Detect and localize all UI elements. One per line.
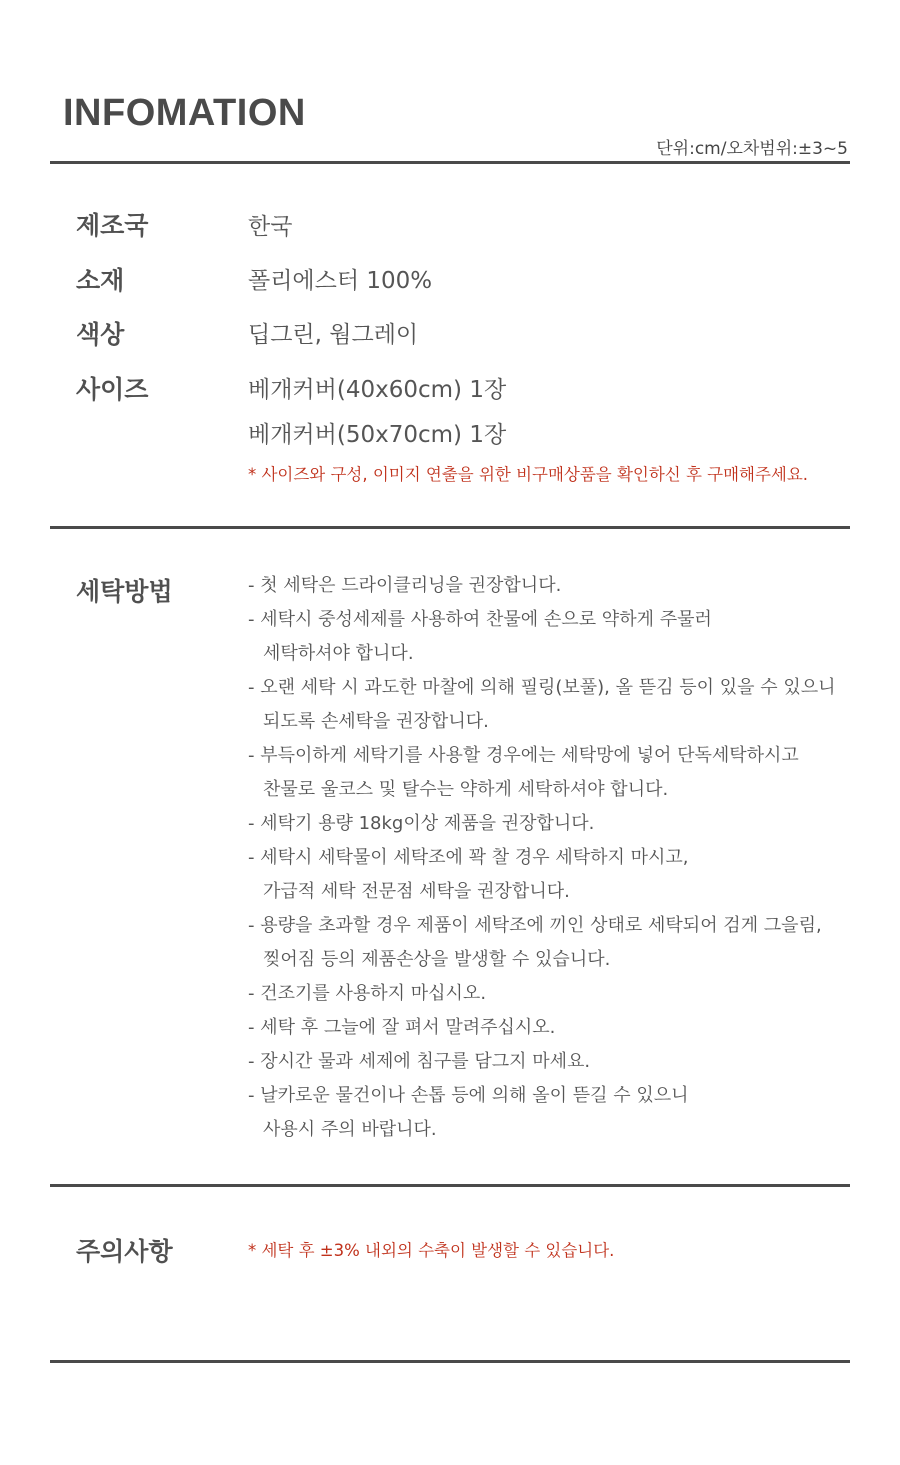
color-label: 색상 — [76, 320, 125, 349]
washing-line: - 세탁시 세탁물이 세탁조에 꽉 찰 경우 세탁하지 마시고, — [248, 847, 689, 868]
caution-label: 주의사항 — [76, 1237, 173, 1266]
washing-list — [248, 572, 836, 1150]
material-value: 폴리에스터 100% — [248, 268, 433, 294]
divider-washing — [50, 1184, 850, 1187]
washing-line: - 세탁기 용량 18kg이상 제품을 권장합니다. — [248, 813, 595, 834]
caution-note: * 세탁 후 ±3% 내외의 수축이 발생할 수 있습니다. — [248, 1241, 615, 1260]
divider-bottom — [50, 1360, 850, 1363]
page-title: INFOMATION — [63, 92, 306, 134]
size-value-2: 베개커버(50x70cm) 1장 — [248, 422, 507, 448]
washing-line: 찬물로 울코스 및 탈수는 약하게 세탁하셔야 합니다. — [263, 779, 669, 800]
divider-info — [50, 526, 850, 529]
washing-line: - 장시간 물과 세제에 침구를 담그지 마세요. — [248, 1051, 591, 1072]
washing-line: - 부득이하게 세탁기를 사용할 경우에는 세탁망에 넣어 단독세탁하시고 — [248, 745, 799, 766]
washing-line: 사용시 주의 바랍니다. — [263, 1119, 437, 1140]
origin-value: 한국 — [248, 214, 293, 240]
washing-line: - 세탁 후 그늘에 잘 펴서 말려주십시오. — [248, 1017, 556, 1038]
washing-line: - 세탁시 중성세제를 사용하여 찬물에 손으로 약하게 주물러 — [248, 609, 712, 630]
washing-line: 가급적 세탁 전문점 세탁을 권장합니다. — [263, 881, 570, 902]
washing-line: 되도록 손세탁을 권장합니다. — [263, 711, 489, 732]
washing-line: - 첫 세탁은 드라이클리닝을 권장합니다. — [248, 575, 562, 596]
unit-note: 단위:cm/오차범위:±3~5 — [656, 139, 848, 159]
washing-line: - 건조기를 사용하지 마십시오. — [248, 983, 487, 1004]
washing-line: - 용량을 초과할 경우 제품이 세탁조에 끼인 상태로 세탁되어 검게 그을림, — [248, 915, 822, 936]
washing-label: 세탁방법 — [76, 577, 173, 606]
washing-line: - 오랜 세탁 시 과도한 마찰에 의해 필링(보풀), 올 뜯김 등이 있을 수 있으니 — [248, 677, 836, 698]
origin-label: 제조국 — [76, 211, 149, 240]
size-value-1: 베개커버(40x60cm) 1장 — [248, 377, 507, 403]
divider-top — [50, 161, 850, 164]
washing-line: - 날카로운 물건이나 손톱 등에 의해 올이 뜯길 수 있으니 — [248, 1085, 689, 1106]
washing-line: 세탁하셔야 합니다. — [263, 643, 414, 664]
size-label: 사이즈 — [76, 375, 149, 404]
color-value: 딥그린, 웜그레이 — [248, 322, 419, 348]
washing-line: 찢어짐 등의 제품손상을 발생할 수 있습니다. — [263, 949, 611, 970]
material-label: 소재 — [76, 266, 125, 295]
size-note: * 사이즈와 구성, 이미지 연출을 위한 비구매상품을 확인하신 후 구매해주세요. — [248, 465, 809, 484]
